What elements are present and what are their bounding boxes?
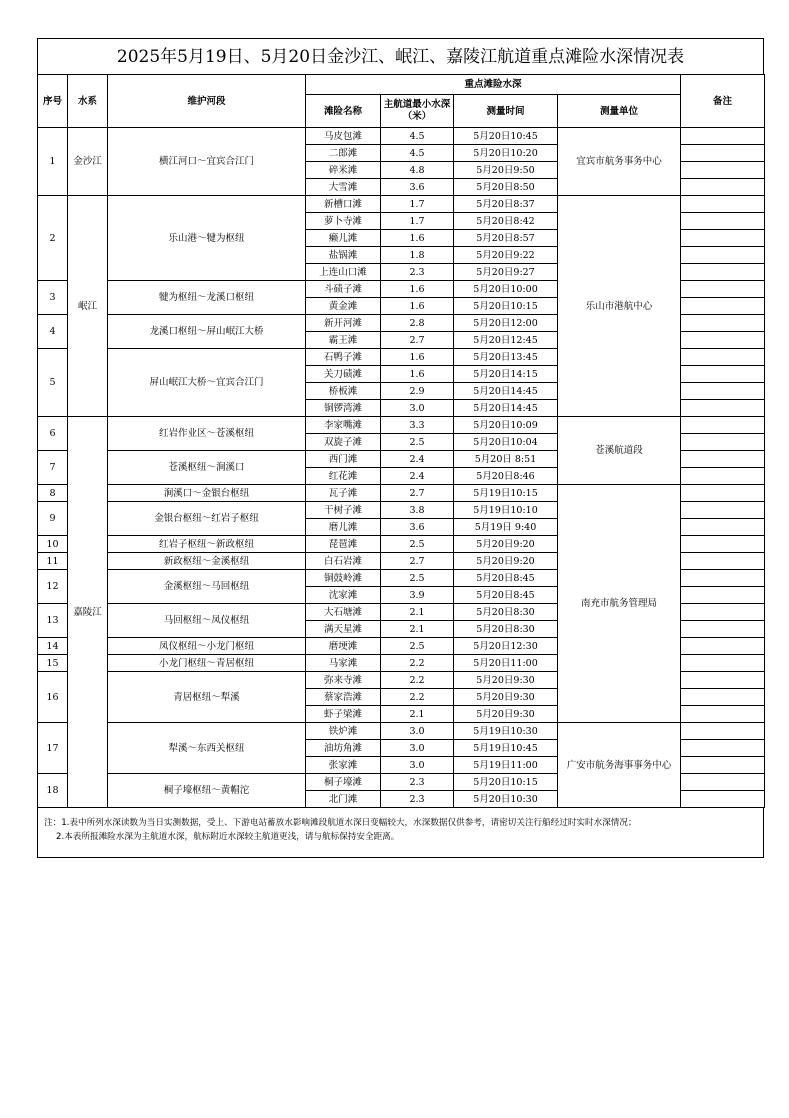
table-row	[38, 417, 765, 434]
seq-cell: 9	[38, 502, 68, 536]
depth-cell: 3.3	[381, 417, 454, 434]
shoal-name-cell: 铁炉滩	[306, 723, 381, 740]
shoal-name-cell: 干树子滩	[306, 502, 381, 519]
shoal-name-cell: 磨儿滩	[306, 519, 381, 536]
time-cell: 5月20日9:22	[454, 247, 558, 264]
time-cell: 5月20日14:15	[454, 366, 558, 383]
depth-cell: 2.1	[381, 604, 454, 621]
system-cell: 金沙江	[68, 128, 108, 196]
depth-cell: 2.1	[381, 621, 454, 638]
note-2: 2.本表所报滩险水深为主航道水深，航标附近水深较主航道更浅，请与航标保持安全距离。	[56, 832, 400, 842]
remark-cell	[681, 434, 765, 451]
depth-cell: 2.2	[381, 689, 454, 706]
shoal-name-cell: 双旋子滩	[306, 434, 381, 451]
header-group: 重点滩险水深	[306, 75, 681, 95]
remark-cell	[681, 315, 765, 332]
remark-cell	[681, 723, 765, 740]
section-cell: 马回枢纽～凤仪枢纽	[108, 604, 306, 638]
seq-cell: 6	[38, 417, 68, 451]
time-cell: 5月19日10:10	[454, 502, 558, 519]
remark-cell	[681, 247, 765, 264]
shoal-name-cell: 碎米滩	[306, 162, 381, 179]
time-cell: 5月20日8:42	[454, 213, 558, 230]
remark-cell	[681, 451, 765, 468]
seq-cell: 8	[38, 485, 68, 502]
section-cell: 屏山岷江大桥～宜宾合江门	[108, 349, 306, 417]
section-cell: 桐子壕枢纽～黄帽沱	[108, 774, 306, 808]
time-cell: 5月20日8:45	[454, 587, 558, 604]
remark-cell	[681, 604, 765, 621]
remark-cell	[681, 264, 765, 281]
system-cell: 岷江	[68, 196, 108, 417]
remark-cell	[681, 417, 765, 434]
time-cell: 5月20日9:30	[454, 689, 558, 706]
shoal-name-cell: 张家滩	[306, 757, 381, 774]
time-cell: 5月20日14:45	[454, 400, 558, 417]
remark-cell	[681, 791, 765, 808]
depth-cell: 2.4	[381, 451, 454, 468]
depth-cell: 2.3	[381, 774, 454, 791]
header-time: 测量时间	[454, 95, 558, 128]
section-cell: 苍溪枢纽～涧溪口	[108, 451, 306, 485]
depth-table	[37, 74, 765, 808]
shoal-name-cell: 北门滩	[306, 791, 381, 808]
table-row	[38, 723, 765, 740]
shoal-name-cell: 铜锣湾滩	[306, 400, 381, 417]
time-cell: 5月19日11:00	[454, 757, 558, 774]
sheet-title: 2025年5月19日、5月20日金沙江、岷江、嘉陵江航道重点滩险水深情况表	[37, 38, 764, 74]
time-cell: 5月19日 9:40	[454, 519, 558, 536]
time-cell: 5月20日10:00	[454, 281, 558, 298]
remark-cell	[681, 672, 765, 689]
shoal-name-cell: 癞儿滩	[306, 230, 381, 247]
remark-cell	[681, 179, 765, 196]
depth-cell: 2.3	[381, 791, 454, 808]
depth-cell: 1.6	[381, 298, 454, 315]
unit-cell: 苍溪航道段	[558, 417, 681, 485]
table-body	[38, 128, 765, 808]
depth-cell: 1.6	[381, 366, 454, 383]
time-cell: 5月20日9:30	[454, 672, 558, 689]
shoal-name-cell: 桥板滩	[306, 383, 381, 400]
seq-cell: 11	[38, 553, 68, 570]
shoal-name-cell: 琵琶滩	[306, 536, 381, 553]
time-cell: 5月20日9:27	[454, 264, 558, 281]
time-cell: 5月20日9:50	[454, 162, 558, 179]
section-cell: 红岩作业区～苍溪枢纽	[108, 417, 306, 451]
remark-cell	[681, 349, 765, 366]
time-cell: 5月20日8:46	[454, 468, 558, 485]
remark-cell	[681, 213, 765, 230]
depth-cell: 3.0	[381, 757, 454, 774]
time-cell: 5月20日10:30	[454, 791, 558, 808]
depth-cell: 2.5	[381, 536, 454, 553]
time-cell: 5月20日9:30	[454, 706, 558, 723]
unit-cell: 南充市航务管理局	[558, 485, 681, 723]
remark-cell	[681, 536, 765, 553]
time-cell: 5月19日10:15	[454, 485, 558, 502]
depth-cell: 3.6	[381, 519, 454, 536]
shoal-name-cell: 铜鼓岭滩	[306, 570, 381, 587]
remark-cell	[681, 740, 765, 757]
shoal-name-cell: 磨埂滩	[306, 638, 381, 655]
remark-cell	[681, 570, 765, 587]
remark-cell	[681, 553, 765, 570]
note-1: 注：1.表中所列水深读数为当日实测数据，受上、下游电站蓄放水影响滩段航道水深日变幅较大，水深数据仅供参考，请密切关注行船经过时实时水深情况；	[44, 818, 637, 828]
seq-cell: 17	[38, 723, 68, 774]
depth-cell: 2.2	[381, 655, 454, 672]
seq-cell: 3	[38, 281, 68, 315]
depth-cell: 2.8	[381, 315, 454, 332]
seq-cell: 10	[38, 536, 68, 553]
time-cell: 5月20日12:00	[454, 315, 558, 332]
seq-cell: 13	[38, 604, 68, 638]
depth-cell: 2.2	[381, 672, 454, 689]
time-cell: 5月20日10:04	[454, 434, 558, 451]
seq-cell: 18	[38, 774, 68, 808]
depth-cell: 3.0	[381, 723, 454, 740]
remark-cell	[681, 689, 765, 706]
shoal-name-cell: 满天星滩	[306, 621, 381, 638]
shoal-name-cell: 大雪滩	[306, 179, 381, 196]
section-cell: 犍为枢纽～龙溪口枢纽	[108, 281, 306, 315]
depth-cell: 2.5	[381, 570, 454, 587]
remark-cell	[681, 757, 765, 774]
time-cell: 5月20日9:20	[454, 536, 558, 553]
time-cell: 5月20日10:15	[454, 774, 558, 791]
depth-cell: 2.5	[381, 638, 454, 655]
time-cell: 5月19日10:45	[454, 740, 558, 757]
notes	[37, 808, 764, 858]
remark-cell	[681, 128, 765, 145]
header-seq: 序号	[38, 75, 68, 128]
remark-cell	[681, 145, 765, 162]
depth-cell: 3.0	[381, 400, 454, 417]
remark-cell	[681, 502, 765, 519]
section-cell: 新政枢纽～金溪枢纽	[108, 553, 306, 570]
shoal-name-cell: 红花滩	[306, 468, 381, 485]
shoal-name-cell: 蔡家浩滩	[306, 689, 381, 706]
seq-cell: 14	[38, 638, 68, 655]
table-row	[38, 485, 765, 502]
shoal-name-cell: 盐锅滩	[306, 247, 381, 264]
unit-cell: 乐山市港航中心	[558, 196, 681, 417]
section-cell: 金银台枢纽～红岩子枢纽	[108, 502, 306, 536]
unit-cell: 广安市航务海事事务中心	[558, 723, 681, 808]
time-cell: 5月19日10:30	[454, 723, 558, 740]
shoal-name-cell: 萝卜寺滩	[306, 213, 381, 230]
time-cell: 5月20日8:37	[454, 196, 558, 213]
section-cell: 小龙门枢纽～青居枢纽	[108, 655, 306, 672]
time-cell: 5月20日9:20	[454, 553, 558, 570]
water-depth-sheet	[37, 38, 764, 858]
time-cell: 5月20日8:50	[454, 179, 558, 196]
section-cell: 青居枢纽～犁溪	[108, 672, 306, 723]
remark-cell	[681, 366, 765, 383]
depth-cell: 2.4	[381, 468, 454, 485]
depth-cell: 3.6	[381, 179, 454, 196]
depth-cell: 3.8	[381, 502, 454, 519]
time-cell: 5月20日8:30	[454, 604, 558, 621]
header-unit: 测量单位	[558, 95, 681, 128]
remark-cell	[681, 298, 765, 315]
section-cell: 凤仪枢纽～小龙门枢纽	[108, 638, 306, 655]
time-cell: 5月20日10:20	[454, 145, 558, 162]
depth-cell: 2.9	[381, 383, 454, 400]
shoal-name-cell: 大石塘滩	[306, 604, 381, 621]
remark-cell	[681, 400, 765, 417]
shoal-name-cell: 关刀碛滩	[306, 366, 381, 383]
remark-cell	[681, 281, 765, 298]
depth-cell: 4.8	[381, 162, 454, 179]
time-cell: 5月20日10:15	[454, 298, 558, 315]
seq-cell: 5	[38, 349, 68, 417]
depth-cell: 1.6	[381, 281, 454, 298]
time-cell: 5月20日 8:51	[454, 451, 558, 468]
depth-cell: 2.7	[381, 332, 454, 349]
remark-cell	[681, 774, 765, 791]
seq-cell: 16	[38, 672, 68, 723]
section-cell: 金溪枢纽～马回枢纽	[108, 570, 306, 604]
time-cell: 5月20日14:45	[454, 383, 558, 400]
shoal-name-cell: 马家滩	[306, 655, 381, 672]
time-cell: 5月20日13:45	[454, 349, 558, 366]
section-cell: 红岩子枢纽～新政枢纽	[108, 536, 306, 553]
depth-cell: 2.7	[381, 553, 454, 570]
depth-cell: 1.8	[381, 247, 454, 264]
header-section: 维护河段	[108, 75, 306, 128]
shoal-name-cell: 油坊角滩	[306, 740, 381, 757]
shoal-name-cell: 上连山口滩	[306, 264, 381, 281]
shoal-name-cell: 弥来寺滩	[306, 672, 381, 689]
header-system: 水系	[68, 75, 108, 128]
shoal-name-cell: 霸王滩	[306, 332, 381, 349]
shoal-name-cell: 二郎滩	[306, 145, 381, 162]
depth-cell: 2.7	[381, 485, 454, 502]
shoal-name-cell: 马皮包滩	[306, 128, 381, 145]
depth-cell: 1.6	[381, 349, 454, 366]
shoal-name-cell: 白石岩滩	[306, 553, 381, 570]
time-cell: 5月20日8:45	[454, 570, 558, 587]
depth-cell: 1.6	[381, 230, 454, 247]
shoal-name-cell: 斗碛子滩	[306, 281, 381, 298]
depth-cell: 3.9	[381, 587, 454, 604]
header-remark: 备注	[681, 75, 765, 128]
header-depth: 主航道最小水深（米）	[381, 95, 454, 128]
time-cell: 5月20日10:45	[454, 128, 558, 145]
remark-cell	[681, 519, 765, 536]
remark-cell	[681, 468, 765, 485]
remark-cell	[681, 162, 765, 179]
depth-cell: 3.0	[381, 740, 454, 757]
time-cell: 5月20日8:30	[454, 621, 558, 638]
section-cell: 犁溪～东西关枢纽	[108, 723, 306, 774]
depth-cell: 2.3	[381, 264, 454, 281]
remark-cell	[681, 230, 765, 247]
seq-cell: 1	[38, 128, 68, 196]
section-cell: 龙溪口枢纽～屏山岷江大桥	[108, 315, 306, 349]
header-name: 滩险名称	[306, 95, 381, 128]
table-row	[38, 196, 765, 213]
remark-cell	[681, 383, 765, 400]
time-cell: 5月20日8:57	[454, 230, 558, 247]
remark-cell	[681, 638, 765, 655]
time-cell: 5月20日12:30	[454, 638, 558, 655]
depth-cell: 1.7	[381, 196, 454, 213]
shoal-name-cell: 新开河滩	[306, 315, 381, 332]
remark-cell	[681, 587, 765, 604]
section-cell: 乐山港～犍为枢纽	[108, 196, 306, 281]
shoal-name-cell: 石鸭子滩	[306, 349, 381, 366]
system-cell: 嘉陵江	[68, 417, 108, 808]
seq-cell: 2	[38, 196, 68, 281]
shoal-name-cell: 桐子壕滩	[306, 774, 381, 791]
section-cell: 涧溪口～金银台枢纽	[108, 485, 306, 502]
section-cell: 横江河口～宜宾合江门	[108, 128, 306, 196]
depth-cell: 2.1	[381, 706, 454, 723]
shoal-name-cell: 西门滩	[306, 451, 381, 468]
seq-cell: 12	[38, 570, 68, 604]
shoal-name-cell: 瓦子滩	[306, 485, 381, 502]
depth-cell: 1.7	[381, 213, 454, 230]
time-cell: 5月20日10:09	[454, 417, 558, 434]
remark-cell	[681, 332, 765, 349]
shoal-name-cell: 沈家滩	[306, 587, 381, 604]
depth-cell: 4.5	[381, 145, 454, 162]
table-row	[38, 128, 765, 145]
seq-cell: 7	[38, 451, 68, 485]
remark-cell	[681, 485, 765, 502]
seq-cell: 15	[38, 655, 68, 672]
unit-cell: 宜宾市航务事务中心	[558, 128, 681, 196]
shoal-name-cell: 新槽口滩	[306, 196, 381, 213]
remark-cell	[681, 621, 765, 638]
time-cell: 5月20日12:45	[454, 332, 558, 349]
remark-cell	[681, 655, 765, 672]
depth-cell: 2.5	[381, 434, 454, 451]
shoal-name-cell: 李家嘴滩	[306, 417, 381, 434]
shoal-name-cell: 虾子梁滩	[306, 706, 381, 723]
time-cell: 5月20日11:00	[454, 655, 558, 672]
remark-cell	[681, 196, 765, 213]
remark-cell	[681, 706, 765, 723]
seq-cell: 4	[38, 315, 68, 349]
shoal-name-cell: 黄金滩	[306, 298, 381, 315]
depth-cell: 4.5	[381, 128, 454, 145]
